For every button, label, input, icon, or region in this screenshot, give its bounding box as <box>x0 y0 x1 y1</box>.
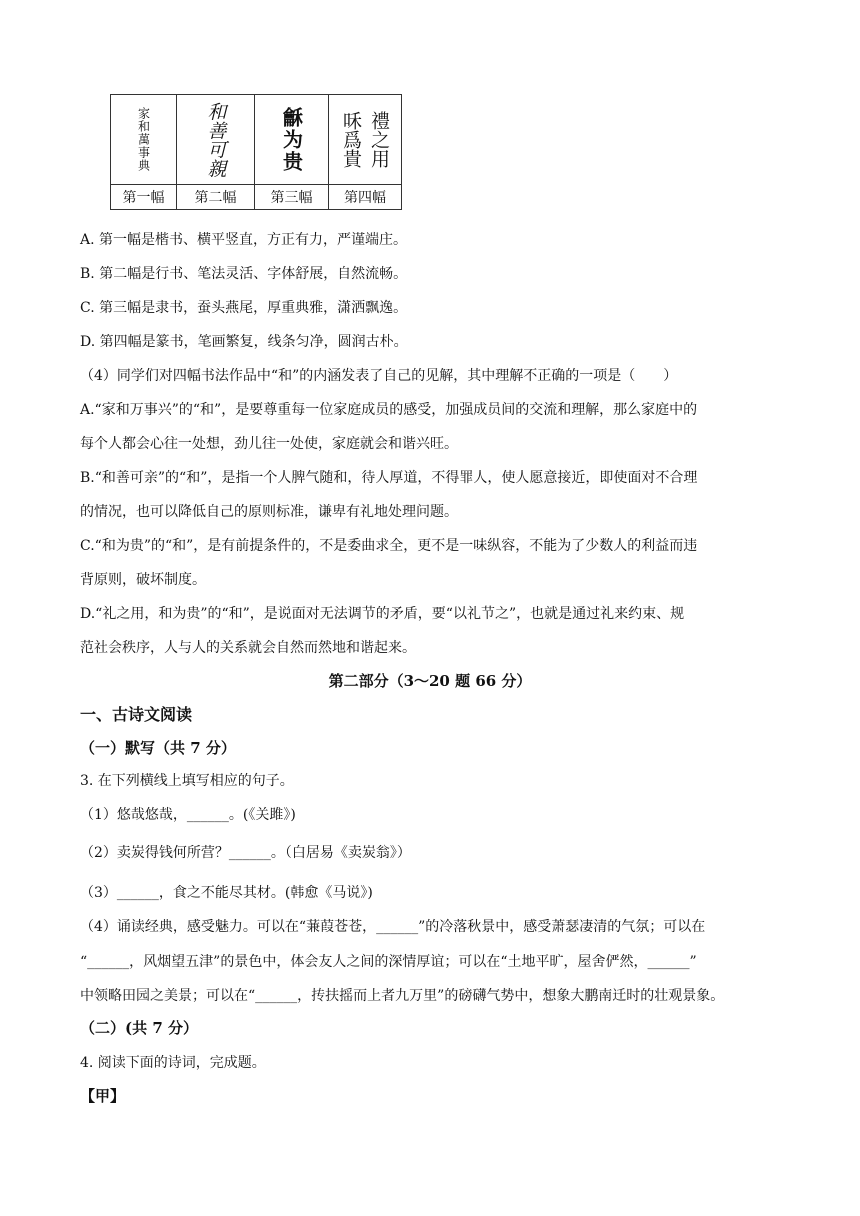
question-4-stem: （4）同学们对四幅书法作品中“和”的内涵发表了自己的见解，其中理解不正确的一项是（ ） <box>80 368 678 384</box>
question-3-stem: 3. 在下列横线上填写相应的句子。 <box>80 773 294 789</box>
calligraphy-artwork-row <box>111 95 401 184</box>
subsection-1-heading: （一）默写（共 7 分） <box>80 739 236 757</box>
q4-option-b-line2: 的情况，也可以降低自己的原则标准，谦卑有礼地处理问题。 <box>80 504 458 520</box>
option-c: C. 第三幅是隶书，蚕头燕尾，厚重典雅，潇洒飘逸。 <box>80 300 408 316</box>
calligraphy-caption-row <box>111 184 401 209</box>
option-a: A. 第一幅是楷书、横平竖直，方正有力，严谨端庄。 <box>80 232 408 248</box>
calligraphy-work-1: 家和萬事典 <box>111 95 177 184</box>
calligraphy-table <box>110 94 402 210</box>
fill-item-3: （3）______，食之不能尽其材。(韩愈《马说》) <box>80 885 373 901</box>
q4-option-d-line2: 范社会秩序，人与人的关系就会自然而然地和谐起来。 <box>80 640 416 656</box>
calligraphy-work-2: 和善可親 <box>177 95 255 184</box>
q4-option-c-line2: 背原则，破坏制度。 <box>80 572 206 588</box>
subsection-2-heading: （二）(共 7 分） <box>80 1019 198 1037</box>
caption-3: 第三幅 <box>255 185 329 209</box>
fill-item-1: （1）悠哉悠哉，______。(《关雎》) <box>80 807 296 823</box>
q4-option-d-line1: D.“礼之用，和为贵”的“和”，是说面对无法调节的矛盾，要“以礼节之”，也就是通过礼来约束、规 <box>80 606 685 622</box>
caption-2: 第二幅 <box>177 185 255 209</box>
fill-item-4-line1: （4）诵读经典，感受魅力。可以在“蒹葭苍苍，______”的冷落秋景中，感受萧瑟凄清的气氛；可以在 <box>80 919 706 935</box>
caption-4: 第四幅 <box>344 190 386 206</box>
calligraphy-work-4 <box>329 95 401 184</box>
question-4-reading-stem: 4. 阅读下面的诗词，完成题。 <box>80 1055 266 1071</box>
fill-item-2: （2）卖炭得钱何所营？______。（白居易《卖炭翁》） <box>80 845 411 861</box>
option-b: B. 第二幅是行书、笔法灵活、字体舒展，自然流畅。 <box>80 266 408 282</box>
q4-option-c-line1: C.“和为贵”的“和”，是有前提条件的，不是委曲求全，更不是一味纵容，不能为了少数人的利益而违 <box>80 538 698 554</box>
q4-option-b-line1: B.“和善可亲”的“和”，是指一个人脾气随和，待人厚道，不得罪人，使人愿意接近，即使面对不合理 <box>80 470 698 486</box>
calligraphy-work-3: 龢为贵 <box>255 95 329 184</box>
poem-jia-label: 【甲】 <box>80 1087 126 1105</box>
work-4-left-column: 咊爲貴 <box>340 111 362 168</box>
q4-option-a-line2: 每个人都会心往一处想，劲儿往一处使，家庭就会和谐兴旺。 <box>80 436 458 452</box>
q4-option-a-line1: A.“家和万事兴”的“和”，是要尊重每一位家庭成员的感受，加强成员间的交流和理解，那么家庭中的 <box>80 402 698 418</box>
section-1-heading: 一、古诗文阅读 <box>80 705 193 724</box>
caption-1: 第一幅 <box>111 185 177 209</box>
option-d: D. 第四幅是篆书，笔画繁复，线条匀净，圆润古朴。 <box>80 334 408 350</box>
fill-item-4-line3: 中领略田园之美景；可以在“______，抟扶摇而上者九万里”的磅礴气势中，想象大鹏南迁时的壮观景象。 <box>80 988 725 1004</box>
part-2-title: 第二部分（3～20 题 66 分） <box>328 672 532 690</box>
fill-item-4-line2: “______，风烟望五津”的景色中，体会友人之间的深情厚谊；可以在“土地平旷，屋舍俨然，______” <box>80 954 697 970</box>
work-4-right-column: 禮之用 <box>368 111 390 168</box>
